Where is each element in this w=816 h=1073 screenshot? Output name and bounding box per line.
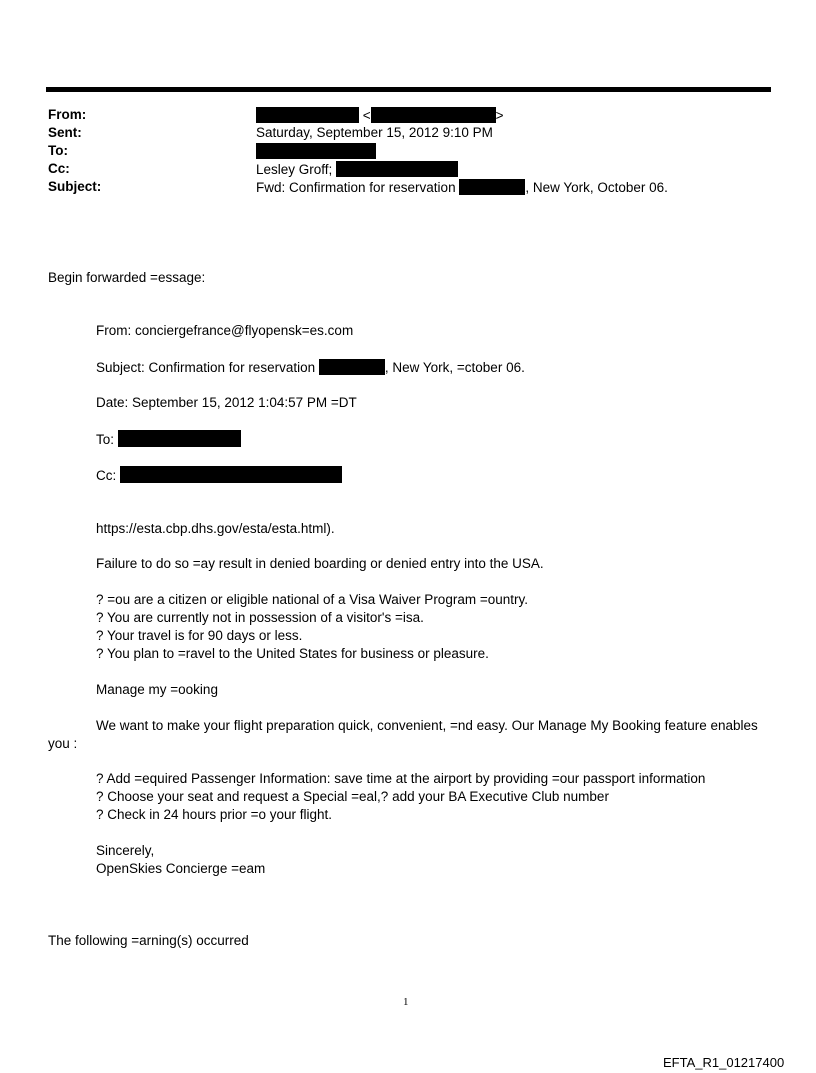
redaction-box — [459, 179, 525, 195]
page-number: 1 — [403, 996, 409, 1008]
redaction-box — [336, 161, 458, 177]
redaction-box — [319, 359, 385, 375]
feature-item: ? Choose your seat and request a Special =eal,? add your BA Executive Club number — [96, 789, 609, 804]
fwd-to — [96, 430, 241, 447]
fwd-to-label: To: — [96, 432, 115, 447]
to-value — [256, 143, 376, 159]
begin-forwarded: Begin forwarded =essage: — [48, 270, 206, 285]
condition-item: ? You are currently not in possession of a visitor's =isa. — [96, 610, 424, 625]
condition-item: ? Your travel is for 90 days or less. — [96, 628, 303, 643]
manage-paragraph: We want to make your flight preparation quick, convenient, =nd easy. Our Manage My Booking feature enables — [96, 718, 758, 733]
bates-number: EFTA_R1_01217400 — [663, 1055, 785, 1070]
sent-value: Saturday, September 15, 2012 9:10 PM — [256, 125, 493, 140]
subject-value — [256, 179, 668, 195]
header-rule — [46, 87, 771, 92]
fwd-date: Date: September 15, 2012 1:04:57 PM =DT — [96, 395, 357, 410]
condition-item: ? You plan to =ravel to the United States for business or pleasure. — [96, 646, 489, 661]
subject-label: Subject: — [48, 179, 102, 194]
redaction-box — [371, 107, 496, 123]
condition-item: ? =ou are a citizen or eligible national of a Visa Waiver Program =ountry. — [96, 592, 528, 607]
fwd-subject — [96, 359, 525, 375]
warning-text: The following =arning(s) occurred — [48, 933, 249, 948]
manage-heading: Manage my =ooking — [96, 682, 218, 697]
failure-text: Failure to do so =ay result in denied boarding or denied entry into the USA. — [96, 556, 544, 571]
fwd-subject-prefix: Subject: Confirmation for reservation — [96, 360, 316, 375]
subject-suffix: , New York, October 06. — [525, 180, 668, 195]
from-gt: > — [495, 108, 504, 123]
cc-label: Cc: — [48, 161, 70, 176]
feature-item: ? Add =equired Passenger Information: save time at the airport by providing =our passport information — [96, 771, 706, 786]
fwd-from: From: conciergefrance@flyopensk=es.com — [96, 323, 354, 338]
fwd-subject-suffix: , New York, =ctober 06. — [384, 360, 525, 375]
redaction-box — [118, 430, 241, 447]
from-value — [256, 107, 504, 123]
fwd-cc-label: Cc: — [96, 468, 117, 483]
sent-label: Sent: — [48, 125, 82, 140]
esta-link: https://esta.cbp.dhs.gov/esta/esta.html). — [96, 521, 335, 536]
redaction-box — [256, 107, 359, 123]
redaction-box — [120, 466, 342, 483]
subject-prefix: Fwd: Confirmation for reservation — [256, 180, 456, 195]
manage-paragraph-cont: you : — [48, 736, 78, 751]
to-label: To: — [48, 143, 68, 158]
cc-value — [256, 161, 458, 177]
cc-name: Lesley Groff; — [256, 162, 333, 177]
feature-item: ? Check in 24 hours prior =o your flight. — [96, 807, 332, 822]
from-label: From: — [48, 107, 87, 122]
signature: OpenSkies Concierge =eam — [96, 861, 266, 876]
sincerely: Sincerely, — [96, 843, 155, 858]
from-lt: < — [362, 108, 371, 123]
redaction-box — [256, 143, 376, 159]
fwd-cc — [96, 466, 342, 483]
